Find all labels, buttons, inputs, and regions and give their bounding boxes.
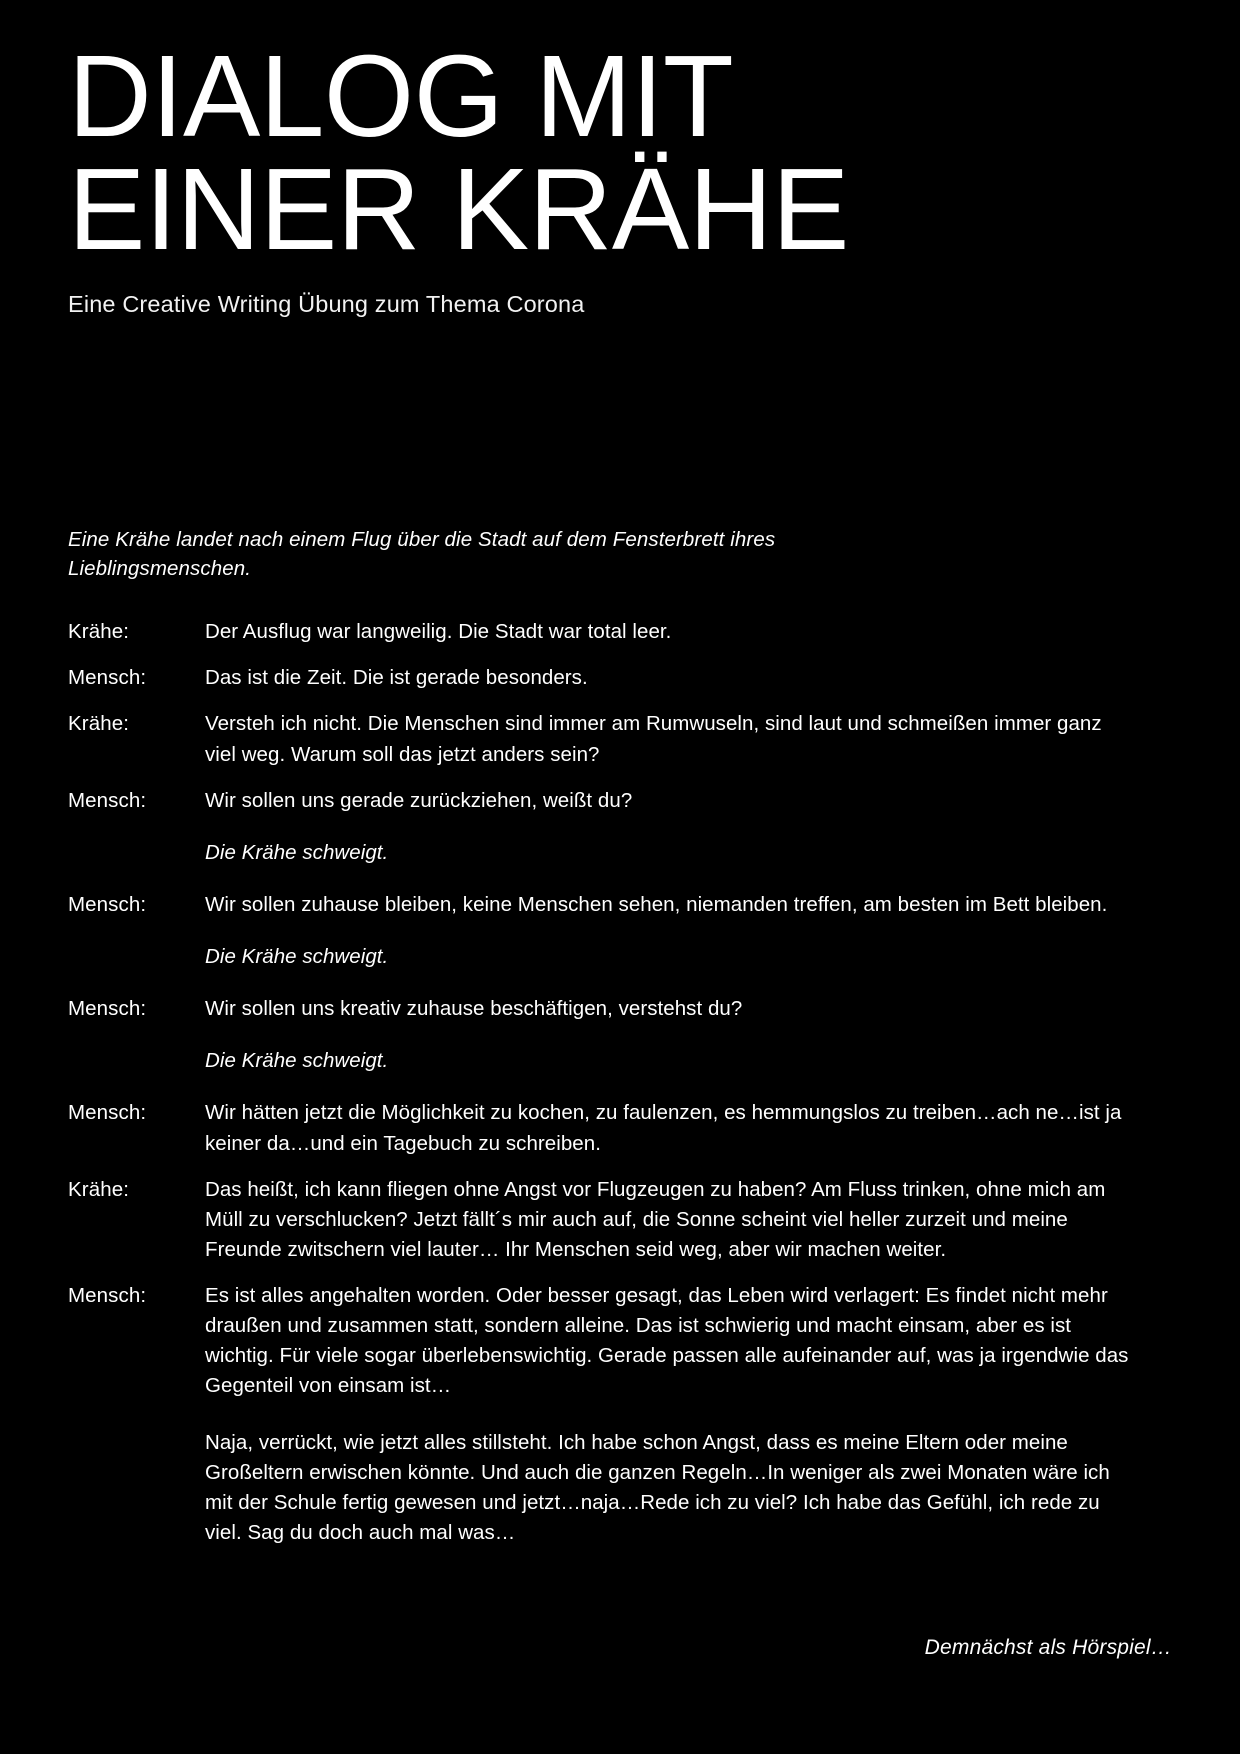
stage-note xyxy=(68,1046,1183,1076)
body-content xyxy=(68,525,1183,1564)
speaker-label: Mensch: xyxy=(68,892,147,916)
speaker-label: Mensch: xyxy=(68,1101,147,1125)
page-subtitle: Eine Creative Writing Übung zum Thema Corona xyxy=(68,291,585,318)
stage-note-text: Die Krähe schweigt. xyxy=(205,945,389,969)
speaker-spacer xyxy=(68,1046,205,1076)
dialogue-line xyxy=(68,1175,1183,1265)
speech-text xyxy=(205,1281,1130,1548)
masthead xyxy=(68,31,1178,318)
speech-text: Das ist die Zeit. Die ist gerade besonders. xyxy=(205,666,588,690)
speaker-label: Krähe: xyxy=(68,712,129,736)
speech-paragraph-1: Es ist alles angehalten worden. Oder besser gesagt, das Leben wird verlagert: Es findet nicht mehr draußen und zusammen statt, sondern alleine. Das ist schwierig und macht einsam, aber es ist wichtig. Für viele sogar überlebenswichtig. Gerade passen alle aufeinander auf, was ja irgendwie das Gegenteil von einsam ist… xyxy=(205,1284,1129,1398)
speaker-spacer xyxy=(68,838,205,868)
dialogue-line xyxy=(68,1098,1183,1158)
dialogue-line xyxy=(68,617,1183,647)
speaker-spacer xyxy=(68,942,205,972)
dialogue-line xyxy=(68,994,1183,1024)
stage-direction-intro: Eine Krähe landet nach einem Flug über die Stadt auf dem Fensterbrett ihres Lieblingsmenschen. xyxy=(68,528,776,581)
speech-paragraph-2: Naja, verrückt, wie jetzt alles stillsteht. Ich habe schon Angst, dass es meine Eltern oder meine Großeltern erwischen könnte. Und auch die ganzen Regeln…In weniger als zwei Monaten wäre ich mit der Schule fertig gewesen und jetzt…naja…Rede ich zu viel? Ich habe das Gefühl, ich rede zu viel. Sag du doch auch mal was… xyxy=(205,1430,1110,1544)
dialogue-line xyxy=(68,890,1183,920)
speech-text: Das heißt, ich kann fliegen ohne Angst vor Flugzeugen zu haben? Am Fluss trinken, ohne mich am Müll zu verschlucken? Jetzt fällt´s mir auch auf, die Sonne scheint viel heller zurzeit und meine Freunde zwitschern viel lauter… Ihr Menschen seid weg, aber wir machen weiter. xyxy=(205,1177,1106,1261)
dialogue-list xyxy=(68,617,1183,1548)
page-title-line-1: DIALOG MIT xyxy=(68,31,734,161)
speaker-label: Mensch: xyxy=(68,997,147,1021)
speech-text: Wir hätten jetzt die Möglichkeit zu kochen, zu faulenzen, es hemmungslos zu treiben…ach ne…ist ja keiner da…und ein Tagebuch zu schreiben. xyxy=(205,1101,1122,1155)
dialogue-line xyxy=(68,1281,1183,1548)
page-title-line-2: EINER KRÄHE xyxy=(68,143,849,274)
speaker-label: Mensch: xyxy=(68,1284,147,1308)
dialogue-line xyxy=(68,709,1183,769)
stage-note-text: Die Krähe schweigt. xyxy=(205,840,389,864)
speech-text: Wir sollen uns gerade zurückziehen, weißt du? xyxy=(205,788,633,812)
speaker-label: Krähe: xyxy=(68,1177,129,1201)
speech-text: Versteh ich nicht. Die Menschen sind immer am Rumwuseln, sind laut und schmeißen immer ganz viel weg. Warum soll das jetzt anders sein? xyxy=(205,712,1102,766)
speaker-label: Krähe: xyxy=(68,620,129,644)
closing-note: Demnächst als Hörspiel… xyxy=(924,1636,1172,1659)
dialogue-line xyxy=(68,663,1183,693)
stage-note-text: Die Krähe schweigt. xyxy=(205,1049,389,1073)
speech-text: Der Ausflug war langweilig. Die Stadt war total leer. xyxy=(205,620,672,644)
stage-note xyxy=(68,942,1183,972)
speech-text: Wir sollen zuhause bleiben, keine Menschen sehen, niemanden treffen, am besten im Bett bleiben. xyxy=(205,892,1108,916)
speaker-label: Mensch: xyxy=(68,788,147,812)
dialogue-line xyxy=(68,786,1183,816)
speech-text: Wir sollen uns kreativ zuhause beschäftigen, verstehst du? xyxy=(205,997,743,1021)
speaker-label: Mensch: xyxy=(68,666,147,690)
stage-note xyxy=(68,838,1183,868)
